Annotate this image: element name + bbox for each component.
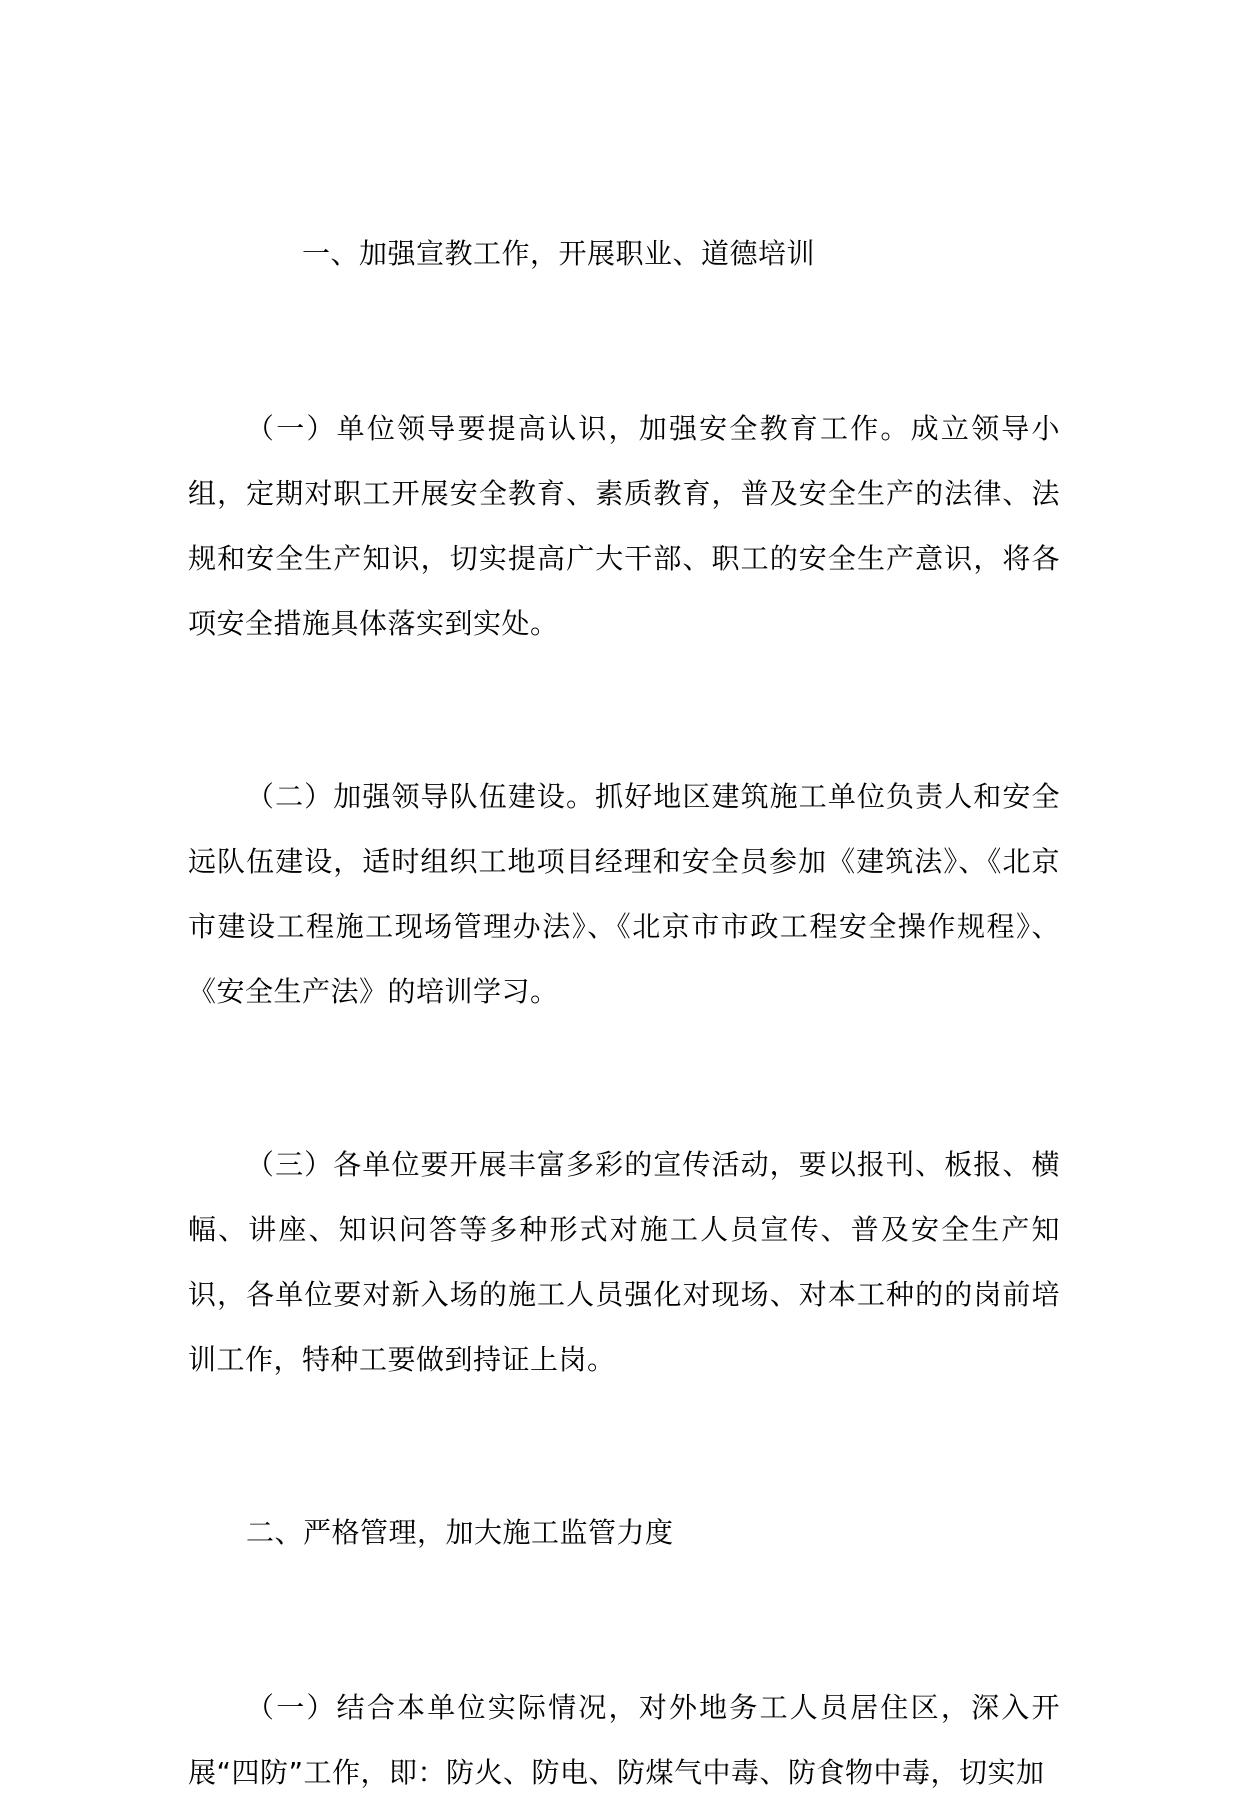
- section-heading-1: 一、加强宣教工作，开展职业、道德培训: [302, 237, 816, 270]
- paragraph-1-1: （一）单位领导要提高认识，加强安全教育工作。成立领导小组，定期对职工开展安全教育、素质教育，普及安全生产的法律、法规和安全生产知识，切实提高广大干部、职工的安全生产意识，将各项安全措施具体落实到实处。: [188, 412, 1060, 640]
- paragraph-2-1: （一）结合本单位实际情况，对外地务工人员居住区，深入开展“四防”工作，即：防火、防电、防煤气中毒、防食物中毒，切实加: [188, 1691, 1060, 1789]
- section-heading-2: 二、严格管理，加大施工监管力度: [246, 1516, 674, 1549]
- paragraph-1-3: （三）各单位要开展丰富多彩的宣传活动，要以报刊、板报、横幅、讲座、知识问答等多种形式对施工人员宣传、普及安全生产知识，各单位要对新入场的施工人员强化对现场、对本工种的的岗前培训工作，特种工要做到持证上岗。: [188, 1148, 1060, 1376]
- paragraph-1-2: （二）加强领导队伍建设。抓好地区建筑施工单位负责人和安全远队伍建设，适时组织工地项目经理和安全员参加《建筑法》、《北京市建设工程施工现场管理办法》、《北京市市政工程安全操作规程》、《安全生产法》的培训学习。: [188, 780, 1060, 1008]
- document-body: [188, 221, 1060, 1805]
